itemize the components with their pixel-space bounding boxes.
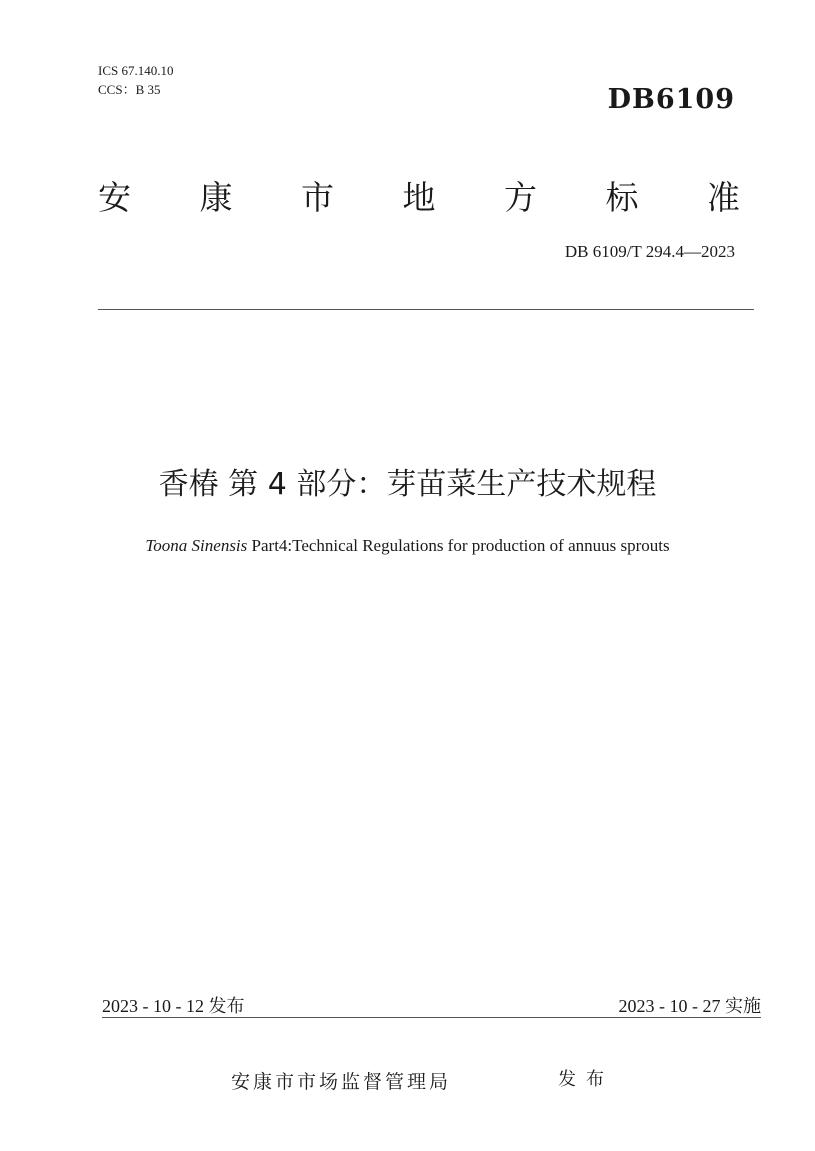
publisher-name: 安康市市场监督管理局 bbox=[231, 1071, 452, 1093]
standard-type-char: 方 bbox=[504, 178, 537, 217]
ics-code: ICS 67.140.10 bbox=[98, 63, 174, 78]
standard-type-char: 标 bbox=[605, 178, 639, 217]
document-title-en bbox=[0, 535, 815, 557]
standard-type-char: 准 bbox=[707, 178, 740, 217]
standard-type-char: 安 bbox=[98, 178, 131, 217]
implementation-date: 2023 - 10 - 27 实施 bbox=[618, 996, 761, 1016]
title-en-rest: Part4:Technical Regulations for production of annuus sprouts bbox=[251, 536, 670, 555]
title-en-latin-name: Toona Sinensis bbox=[145, 536, 248, 555]
standard-type-char: 地 bbox=[402, 178, 436, 217]
standard-number: DB 6109/T 294.4—2023 bbox=[564, 242, 735, 261]
publish-label: 发布 bbox=[558, 1069, 614, 1090]
issue-date: 2023 - 10 - 12 发布 bbox=[102, 996, 245, 1016]
footer-divider bbox=[102, 1017, 761, 1018]
db-code: DB6109 bbox=[607, 84, 735, 115]
document-title-zh: 香椿 第 4 部分：芽苗菜生产技术规程 bbox=[158, 467, 657, 502]
ccs-code: CCS：B 35 bbox=[98, 82, 161, 97]
standard-type-title bbox=[98, 176, 740, 220]
standard-type-char: 市 bbox=[301, 178, 334, 217]
header-divider bbox=[98, 309, 754, 310]
standard-type-char: 康 bbox=[199, 178, 233, 217]
